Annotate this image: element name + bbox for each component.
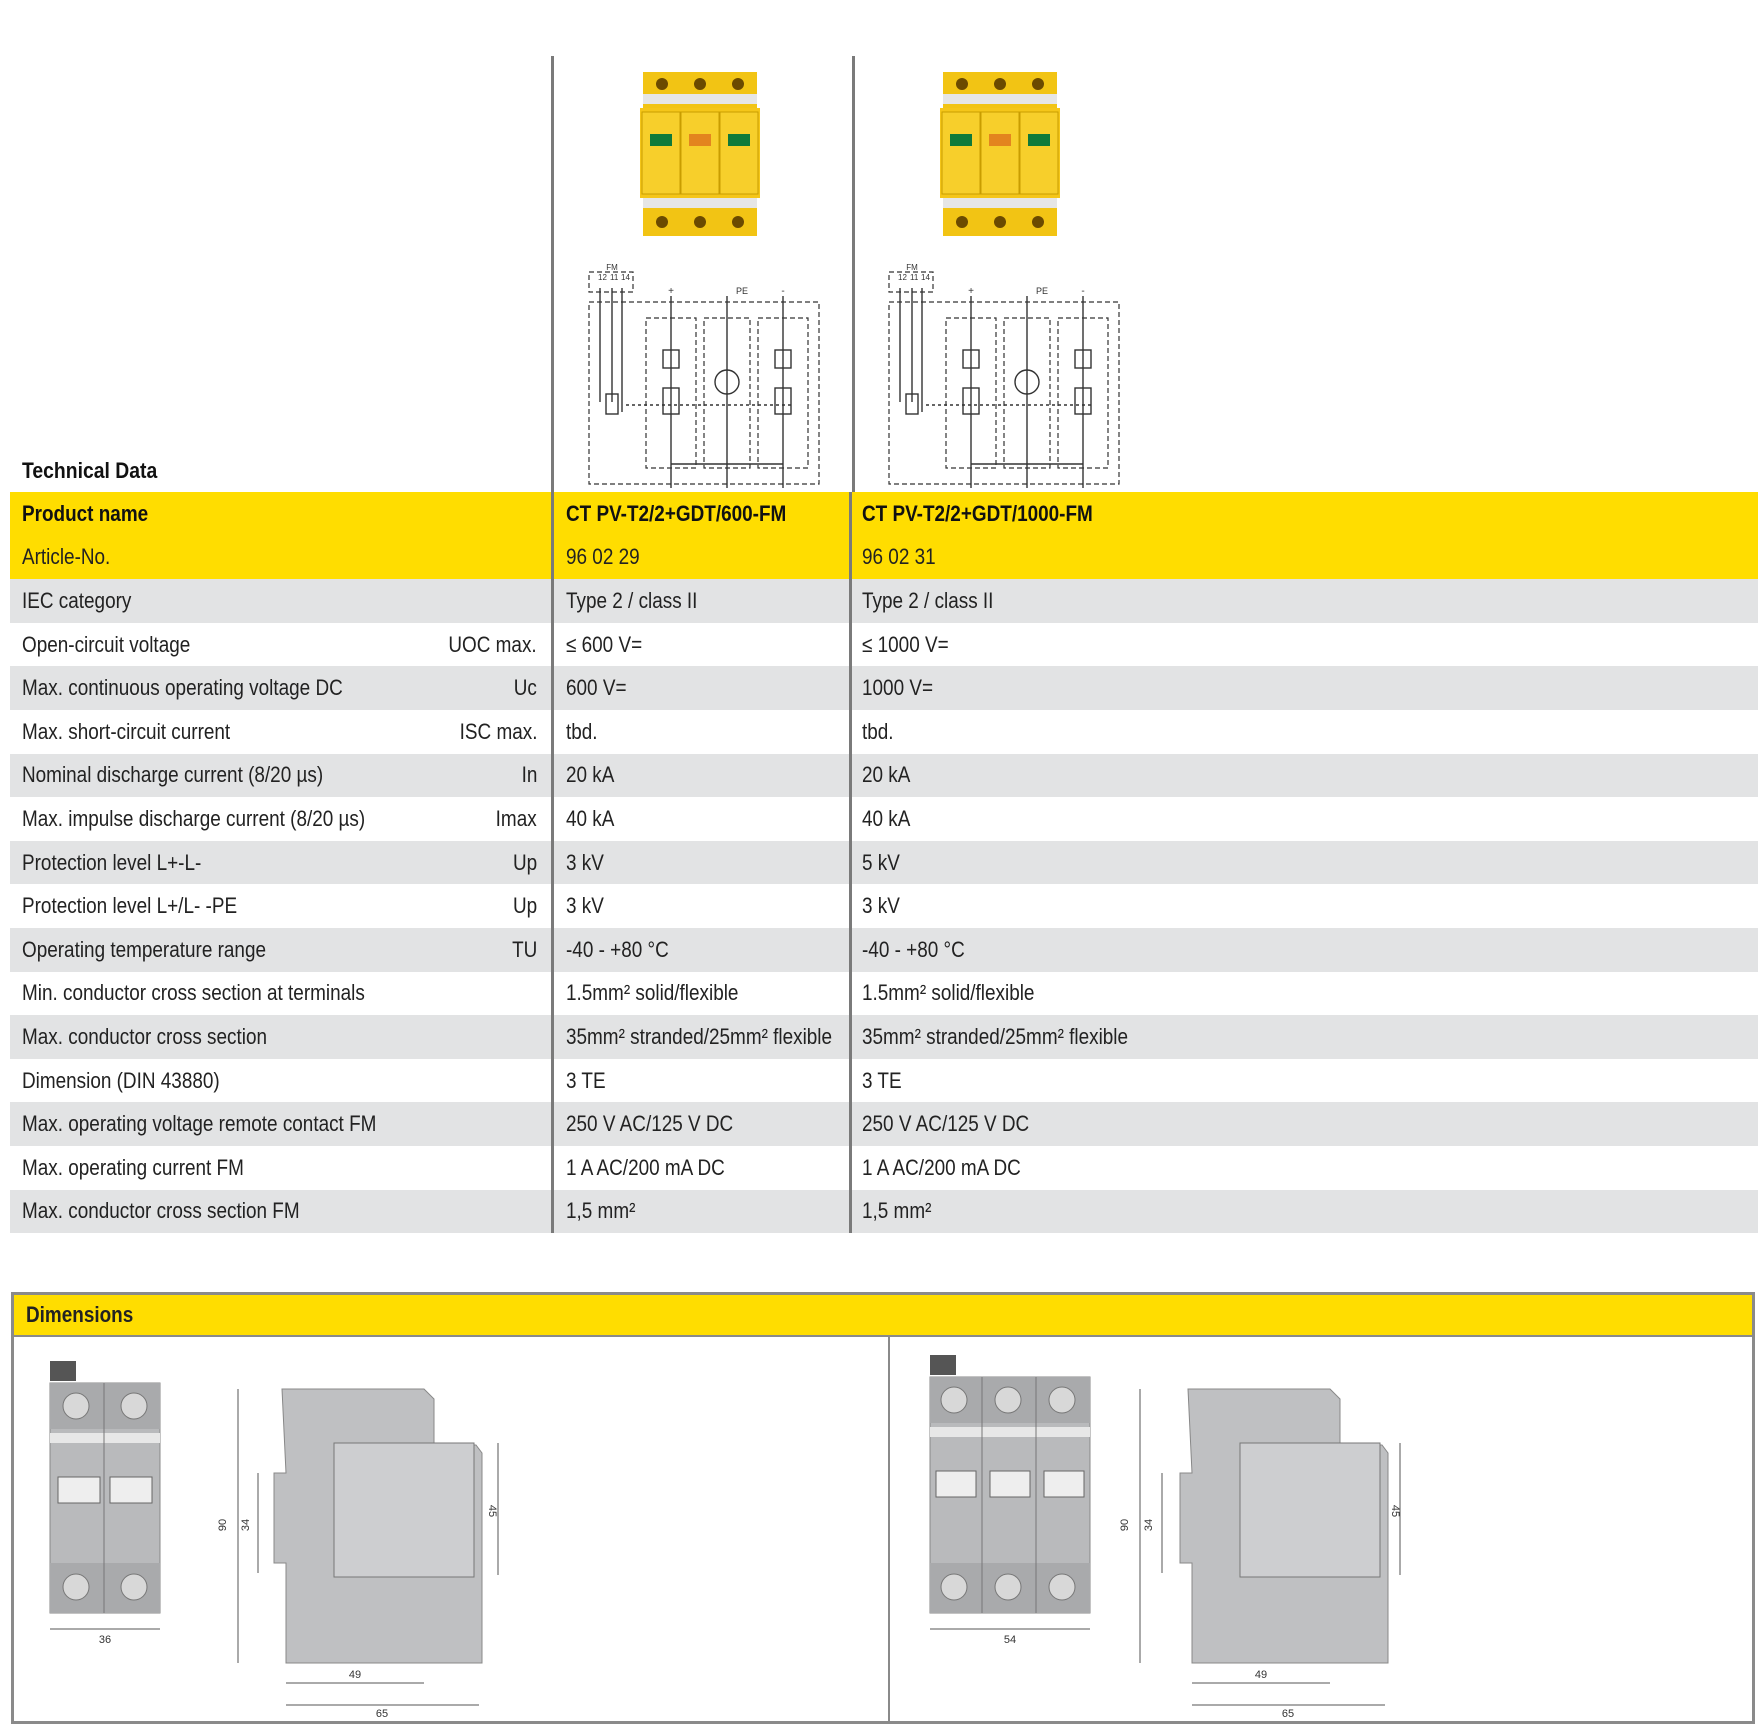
row-label: Max. conductor cross section FM xyxy=(22,1198,300,1224)
row-value-600: 20 kA xyxy=(566,762,615,788)
row-value-1000: 1000 V= xyxy=(862,675,934,701)
schematic-terminal-14: 14 xyxy=(921,273,930,282)
row-symbol: Uc xyxy=(513,675,537,701)
dim-width-front: 54 xyxy=(1003,1634,1017,1646)
article-no-label: Article-No. xyxy=(22,544,111,570)
column-divider-2 xyxy=(852,56,855,492)
row-value-1000: 5 kV xyxy=(862,849,900,875)
article-no-row xyxy=(10,536,1758,580)
dim-depth-65: 65 xyxy=(1281,1708,1295,1720)
dimension-drawing-2pole xyxy=(24,1353,504,1723)
table-row xyxy=(10,623,1758,667)
dim-height-cover: 45 xyxy=(486,1504,498,1518)
row-label: Max. continuous operating voltage DC xyxy=(22,675,343,701)
product-name-1000: CT PV-T2/2+GDT/1000-FM xyxy=(862,500,1093,526)
row-label: Open-circuit voltage xyxy=(22,631,191,657)
row-symbol: Up xyxy=(512,893,537,919)
row-value-1000: tbd. xyxy=(862,718,894,744)
dimensions-title: Dimensions xyxy=(26,1302,134,1327)
row-label: Operating temperature range xyxy=(22,936,267,962)
row-value-600: -40 - +80 °C xyxy=(566,936,669,962)
row-label: Dimension (DIN 43880) xyxy=(22,1067,220,1093)
dimensions-header xyxy=(14,1295,1752,1337)
dim-height-cover: 45 xyxy=(1389,1504,1401,1518)
table-row xyxy=(10,972,1758,1016)
row-symbol: In xyxy=(521,762,537,788)
row-label: Protection level L+/L- -PE xyxy=(22,893,238,919)
schematic-minus: - xyxy=(1081,286,1085,297)
row-label: Max. operating voltage remote contact FM xyxy=(22,1111,377,1137)
schematic-terminal-12: 12 xyxy=(598,273,607,282)
row-value-1000: 3 TE xyxy=(862,1067,902,1093)
product-photo-1000 xyxy=(940,68,1060,240)
front-view xyxy=(50,1361,160,1629)
row-label: Max. impulse discharge current (8/20 µs) xyxy=(22,805,366,831)
schematic-plus: + xyxy=(968,286,974,297)
row-symbol: Imax xyxy=(495,805,537,831)
schematic-terminal-11: 11 xyxy=(910,273,919,282)
row-value-600: 3 TE xyxy=(566,1067,606,1093)
row-value-600: Type 2 / class II xyxy=(566,587,698,613)
circuit-diagram-1000 xyxy=(886,262,1122,488)
dim-height-total: 90 xyxy=(217,1518,229,1532)
dimensions-panel xyxy=(11,1292,1755,1724)
dim-height-inner: 34 xyxy=(240,1518,252,1532)
row-value-1000: 1 A AC/200 mA DC xyxy=(862,1154,1021,1180)
dim-height-inner: 34 xyxy=(1143,1518,1155,1532)
schematic-pe: PE xyxy=(1036,286,1049,296)
schematic-minus: - xyxy=(781,286,785,297)
row-value-600: 1,5 mm² xyxy=(566,1198,636,1224)
row-label: Min. conductor cross section at terminals xyxy=(22,980,365,1006)
row-value-600: ≤ 600 V= xyxy=(566,631,643,657)
row-label: Max. conductor cross section xyxy=(22,1023,268,1049)
schematic-terminal-11: 11 xyxy=(610,273,619,282)
row-value-1000: 1.5mm² solid/flexible xyxy=(862,980,1035,1006)
table-row xyxy=(10,1059,1758,1103)
row-value-1000: 1,5 mm² xyxy=(862,1198,932,1224)
row-value-1000: 40 kA xyxy=(862,805,911,831)
row-value-1000: Type 2 / class II xyxy=(862,587,994,613)
row-label: Max. operating current FM xyxy=(22,1154,244,1180)
table-row xyxy=(10,1190,1758,1234)
dim-depth-49: 49 xyxy=(348,1669,362,1681)
row-value-600: 250 V AC/125 V DC xyxy=(566,1111,734,1137)
row-value-1000: 20 kA xyxy=(862,762,911,788)
row-value-1000: -40 - +80 °C xyxy=(862,936,965,962)
article-no-600: 96 02 29 xyxy=(566,544,640,570)
table-row xyxy=(10,928,1758,972)
schematic-terminal-12: 12 xyxy=(898,273,907,282)
schematic-pe: PE xyxy=(736,286,749,296)
dim-depth-49: 49 xyxy=(1254,1669,1268,1681)
row-value-1000: 3 kV xyxy=(862,893,900,919)
row-symbol: TU xyxy=(511,936,537,962)
row-value-1000: 35mm² stranded/25mm² flexible xyxy=(862,1023,1129,1049)
dim-height-total: 90 xyxy=(1119,1518,1131,1532)
circuit-diagram-600 xyxy=(586,262,822,488)
product-name-row xyxy=(10,492,1758,536)
product-photo-600 xyxy=(640,68,760,240)
table-row xyxy=(10,841,1758,885)
schematic-fm-label: FM xyxy=(906,263,918,272)
row-label: Nominal discharge current (8/20 µs) xyxy=(22,762,324,788)
table-row xyxy=(10,754,1758,798)
table-row xyxy=(10,884,1758,928)
technical-data-table xyxy=(10,492,1758,1233)
side-view xyxy=(238,1389,498,1705)
front-view xyxy=(930,1355,1090,1629)
row-symbol: ISC max. xyxy=(459,718,537,744)
section-title: Technical Data xyxy=(22,458,158,483)
row-value-600: 1.5mm² solid/flexible xyxy=(566,980,739,1006)
product-name-label: Product name xyxy=(22,500,149,526)
row-value-600: 3 kV xyxy=(566,893,604,919)
side-view xyxy=(1140,1389,1400,1705)
row-symbol: UOC max. xyxy=(448,631,537,657)
schematic-fm-label: FM xyxy=(606,263,618,272)
row-value-1000: 250 V AC/125 V DC xyxy=(862,1111,1030,1137)
schematic-plus: + xyxy=(668,286,674,297)
table-row xyxy=(10,1102,1758,1146)
row-label: Protection level L+-L- xyxy=(22,849,202,875)
row-value-600: 1 A AC/200 mA DC xyxy=(566,1154,725,1180)
dim-depth-65: 65 xyxy=(375,1708,389,1720)
row-value-600: tbd. xyxy=(566,718,598,744)
row-value-1000: ≤ 1000 V= xyxy=(862,631,949,657)
table-row xyxy=(10,1015,1758,1059)
table-row xyxy=(10,1146,1758,1190)
table-row xyxy=(10,710,1758,754)
dim-width-front: 36 xyxy=(98,1634,112,1646)
table-row xyxy=(10,579,1758,623)
product-name-600: CT PV-T2/2+GDT/600-FM xyxy=(566,500,787,526)
dimensions-divider xyxy=(888,1337,890,1721)
row-value-600: 40 kA xyxy=(566,805,615,831)
schematic-terminal-14: 14 xyxy=(621,273,630,282)
row-value-600: 3 kV xyxy=(566,849,604,875)
row-symbol: Up xyxy=(512,849,537,875)
dimension-drawing-3pole xyxy=(910,1353,1410,1723)
row-value-600: 600 V= xyxy=(566,675,627,701)
column-divider-1 xyxy=(551,56,554,492)
row-label: Max. short-circuit current xyxy=(22,718,231,744)
row-label: IEC category xyxy=(22,587,132,613)
row-value-600: 35mm² stranded/25mm² flexible xyxy=(566,1023,833,1049)
article-no-1000: 96 02 31 xyxy=(862,544,936,570)
table-row xyxy=(10,797,1758,841)
table-row xyxy=(10,666,1758,710)
